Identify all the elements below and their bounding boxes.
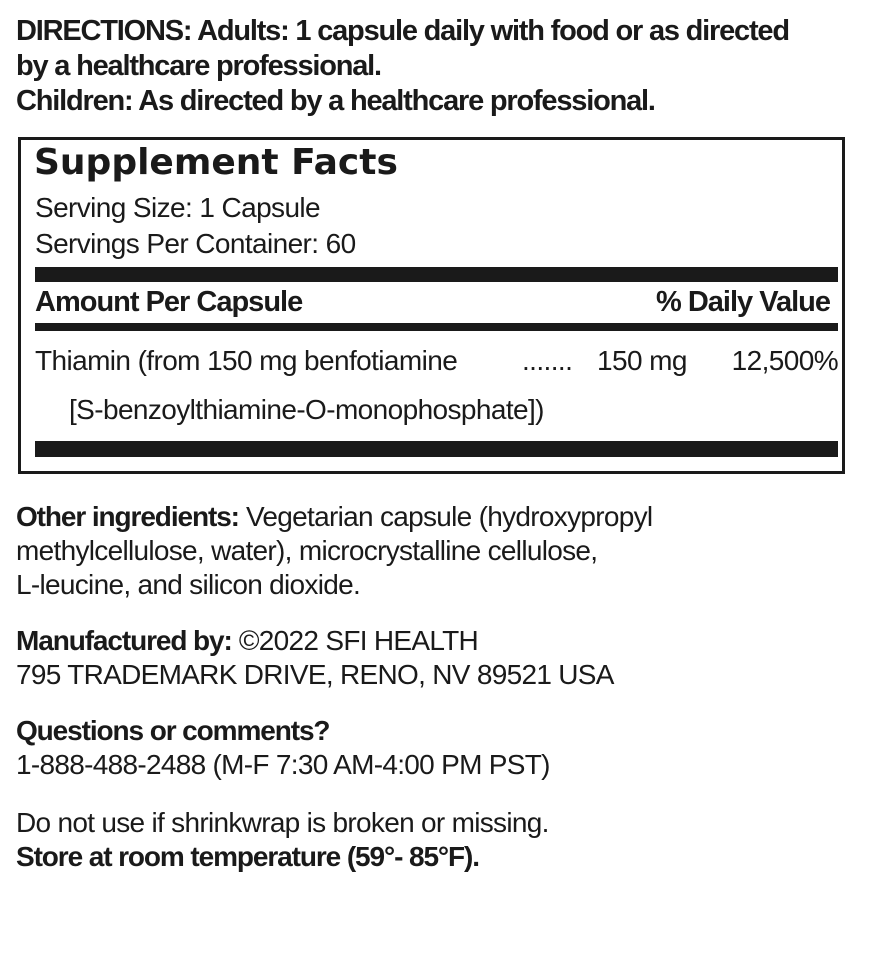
manufacturer-address: 795 TRADEMARK DRIVE, RENO, NV 89521 USA	[16, 659, 614, 690]
questions-block	[16, 714, 550, 782]
other-ingredients-line-2: methylcellulose, water), microcrystalline cellulose,	[16, 535, 598, 566]
other-ingredients-label: Other ingredients:	[16, 501, 239, 532]
manufacturer-label: Manufactured by:	[16, 625, 232, 656]
thick-divider-bottom	[35, 441, 838, 457]
storage-instruction: Store at room temperature (59°- 85°F).	[16, 841, 479, 872]
questions-phone: 1-888-488-2488 (M-F 7:30 AM-4:00 PM PST)	[16, 749, 550, 780]
other-ingredients-block	[16, 500, 652, 602]
other-ingredients-line-3: L-leucine, and silicon dioxide.	[16, 569, 361, 600]
ingredient-sub-line: [S-benzoylthiamine-O-monophosphate])	[69, 394, 544, 425]
amount-per-capsule-header: Amount Per Capsule	[35, 286, 303, 318]
directions-line-3: Children: As directed by a healthcare professional.	[16, 85, 655, 117]
supplement-facts-title: Supplement Facts	[34, 142, 398, 183]
manufacturer-block	[16, 624, 614, 692]
ingredient-daily-value: 12,500%	[731, 345, 838, 376]
ingredient-name: Thiamin (from 150 mg benfotiamine	[35, 345, 458, 376]
storage-block	[16, 806, 549, 874]
manufacturer-name: ©2022 SFI HEALTH	[231, 625, 479, 656]
directions-line-2: by a healthcare professional.	[16, 50, 381, 82]
directions-block	[16, 14, 876, 119]
questions-label: Questions or comments?	[16, 715, 330, 746]
ingredient-amount: 150 mg	[597, 345, 687, 376]
ingredient-leader-dots: .......	[522, 345, 573, 376]
divider-middle	[35, 323, 838, 331]
directions-line-1: DIRECTIONS: Adults: 1 capsule daily with food or as directed	[16, 15, 789, 47]
supplement-facts-panel	[18, 137, 845, 474]
daily-value-header: % Daily Value	[656, 286, 830, 318]
other-ingredients-line-1: Vegetarian capsule (hydroxypropyl	[238, 501, 653, 532]
shrinkwrap-warning: Do not use if shrinkwrap is broken or missing.	[16, 807, 549, 838]
thick-divider-top	[35, 267, 838, 282]
serving-size: Serving Size: 1 Capsule	[35, 192, 321, 223]
servings-per-container: Servings Per Container: 60	[35, 228, 356, 259]
